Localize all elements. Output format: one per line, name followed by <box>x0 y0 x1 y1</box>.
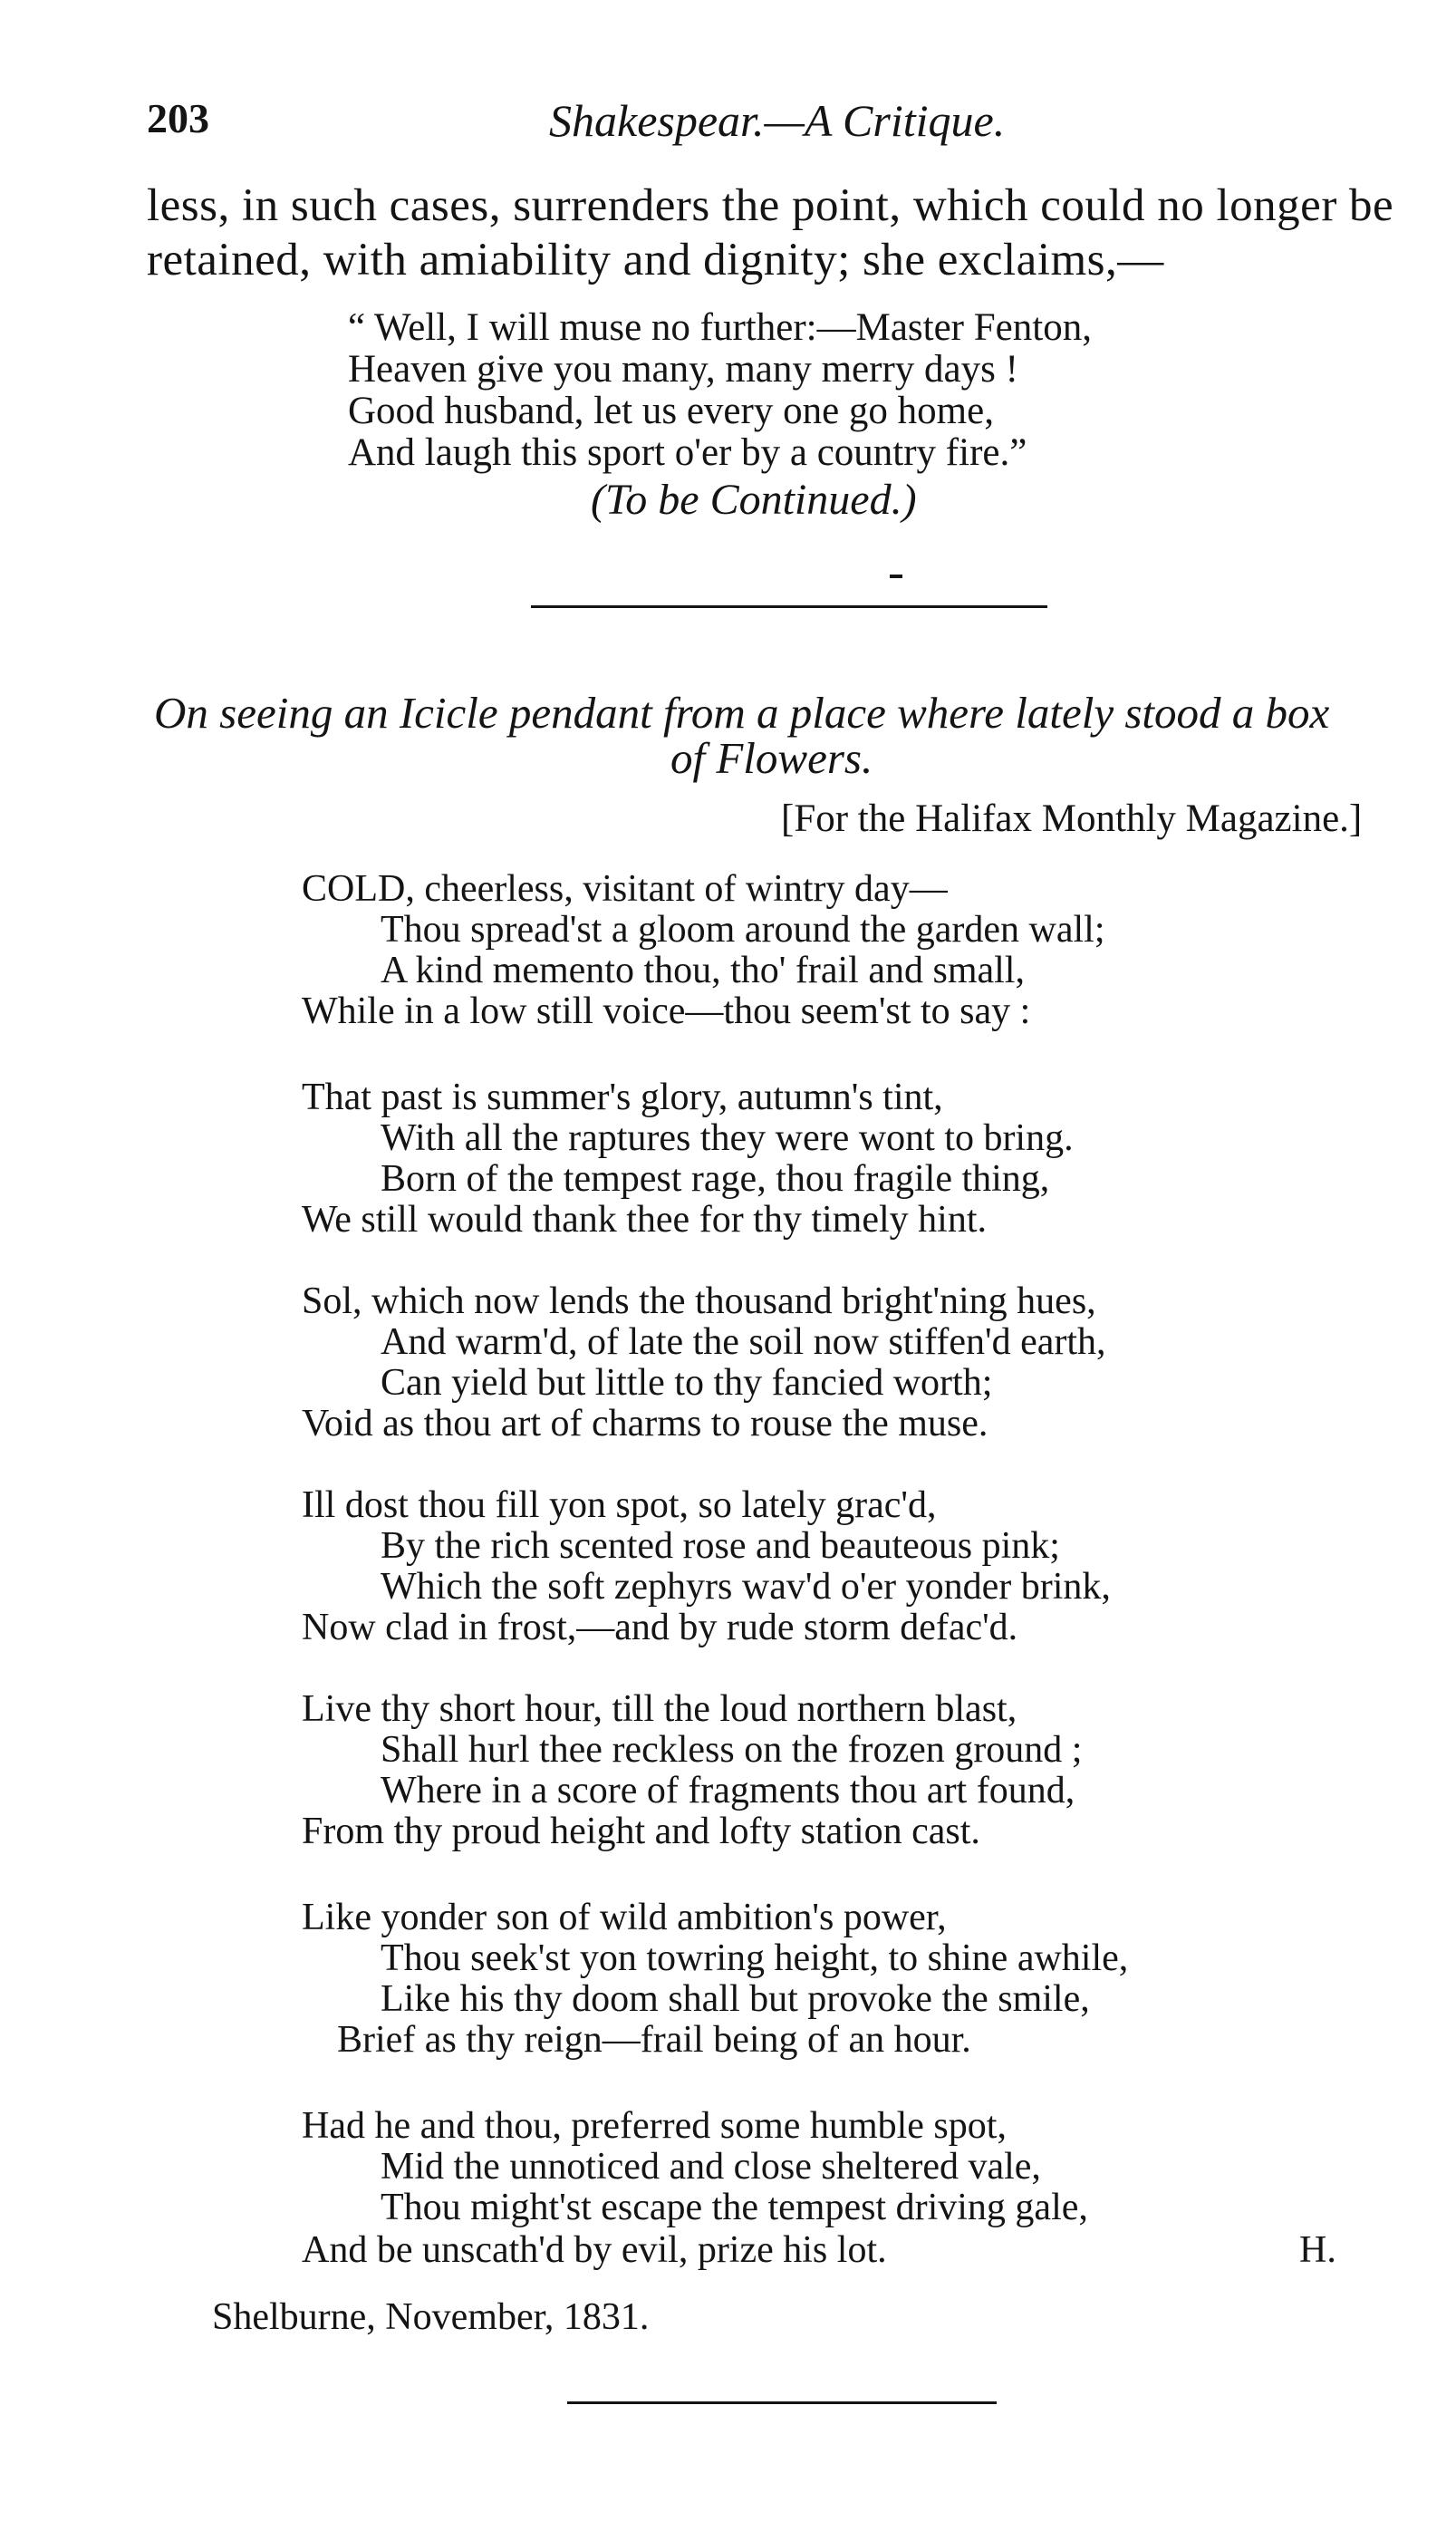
poem-line: With all the raptures they were wont to bring. <box>381 1117 1074 1159</box>
poem-line: Thou seek'st yon towring height, to shine awhile, <box>381 1937 1129 1979</box>
prose-line: less, in such cases, surrenders the point, which could no longer be <box>147 180 1394 231</box>
poem-line: A kind memento thou, tho' frail and small, <box>381 950 1025 991</box>
poem-line: Can yield but little to thy fancied worth; <box>381 1362 993 1404</box>
poem-line: Mid the unnoticed and close sheltered vale, <box>381 2146 1041 2188</box>
poem-line: That past is summer's glory, autumn's tint, <box>302 1077 943 1118</box>
end-divider <box>567 2401 997 2404</box>
poem-line: Like yonder son of wild ambition's power, <box>302 1897 947 1938</box>
stray-mark <box>890 575 902 578</box>
poem-line: Like his thy doom shall but provoke the smile, <box>381 1978 1090 2020</box>
quote-line: And laugh this sport o'er by a country fire.” <box>348 431 1027 474</box>
poem-line: Brief as thy reign—frail being of an hour. <box>337 2019 971 2061</box>
quote-line: Good husband, let us every one go home, <box>348 390 994 432</box>
author-initial: H. <box>1299 2229 1336 2271</box>
running-title: Shakespear.—A Critique. <box>549 95 1006 146</box>
poem-line: Shall hurl thee reckless on the frozen ground ; <box>381 1729 1083 1771</box>
page-number: 203 <box>147 95 209 141</box>
poem-line: Live thy short hour, till the loud northern blast, <box>302 1688 1017 1730</box>
poem-line: Where in a score of fragments thou art found, <box>381 1770 1075 1811</box>
poem-line: While in a low still voice—thou seem'st to say : <box>302 990 1031 1032</box>
poem-title-line-1: On seeing an Icicle pendant from a place where lately stood a box <box>154 688 1330 738</box>
poem-line: Sol, which now lends the thousand bright'ning hues, <box>302 1280 1096 1322</box>
section-divider <box>531 605 1047 608</box>
poem-line: And be unscath'd by evil, prize his lot. <box>302 2229 887 2271</box>
dateline: Shelburne, November, 1831. <box>212 2296 650 2338</box>
poem-title-line-2: of Flowers. <box>670 733 873 783</box>
quote-line: Heaven give you many, many merry days ! <box>348 348 1018 391</box>
poem-line: COLD, cheerless, visitant of wintry day— <box>302 868 948 910</box>
poem-line: Which the soft zephyrs wav'd o'er yonder brink, <box>381 1566 1111 1608</box>
poem-line: Born of the tempest rage, thou fragile thing, <box>381 1158 1050 1200</box>
poem-line: And warm'd, of late the soil now stiffen'd earth, <box>381 1321 1106 1363</box>
poem-line: We still would thank thee for thy timely hint. <box>302 1199 987 1241</box>
to-be-continued: (To be Continued.) <box>591 476 917 524</box>
poem-line: From thy proud height and lofty station cast. <box>302 1811 980 1852</box>
poem-line: Thou might'st escape the tempest driving gale, <box>381 2187 1088 2228</box>
poem-line: Void as thou art of charms to rouse the muse. <box>302 1403 988 1444</box>
poem-line: Thou spread'st a gloom around the garden wall; <box>381 909 1105 951</box>
poem-source: [For the Halifax Monthly Magazine.] <box>781 797 1363 840</box>
poem-line: Now clad in frost,—and by rude storm defac'd. <box>302 1607 1018 1648</box>
poem-line: Ill dost thou fill yon spot, so lately grac'd, <box>302 1484 937 1526</box>
quote-line: “ Well, I will muse no further:—Master Fenton, <box>348 306 1092 349</box>
poem-line: By the rich scented rose and beauteous pink; <box>381 1525 1060 1567</box>
prose-line: retained, with amiability and dignity; she exclaims,— <box>147 235 1164 285</box>
poem-line: Had he and thou, preferred some humble spot, <box>302 2105 1007 2147</box>
